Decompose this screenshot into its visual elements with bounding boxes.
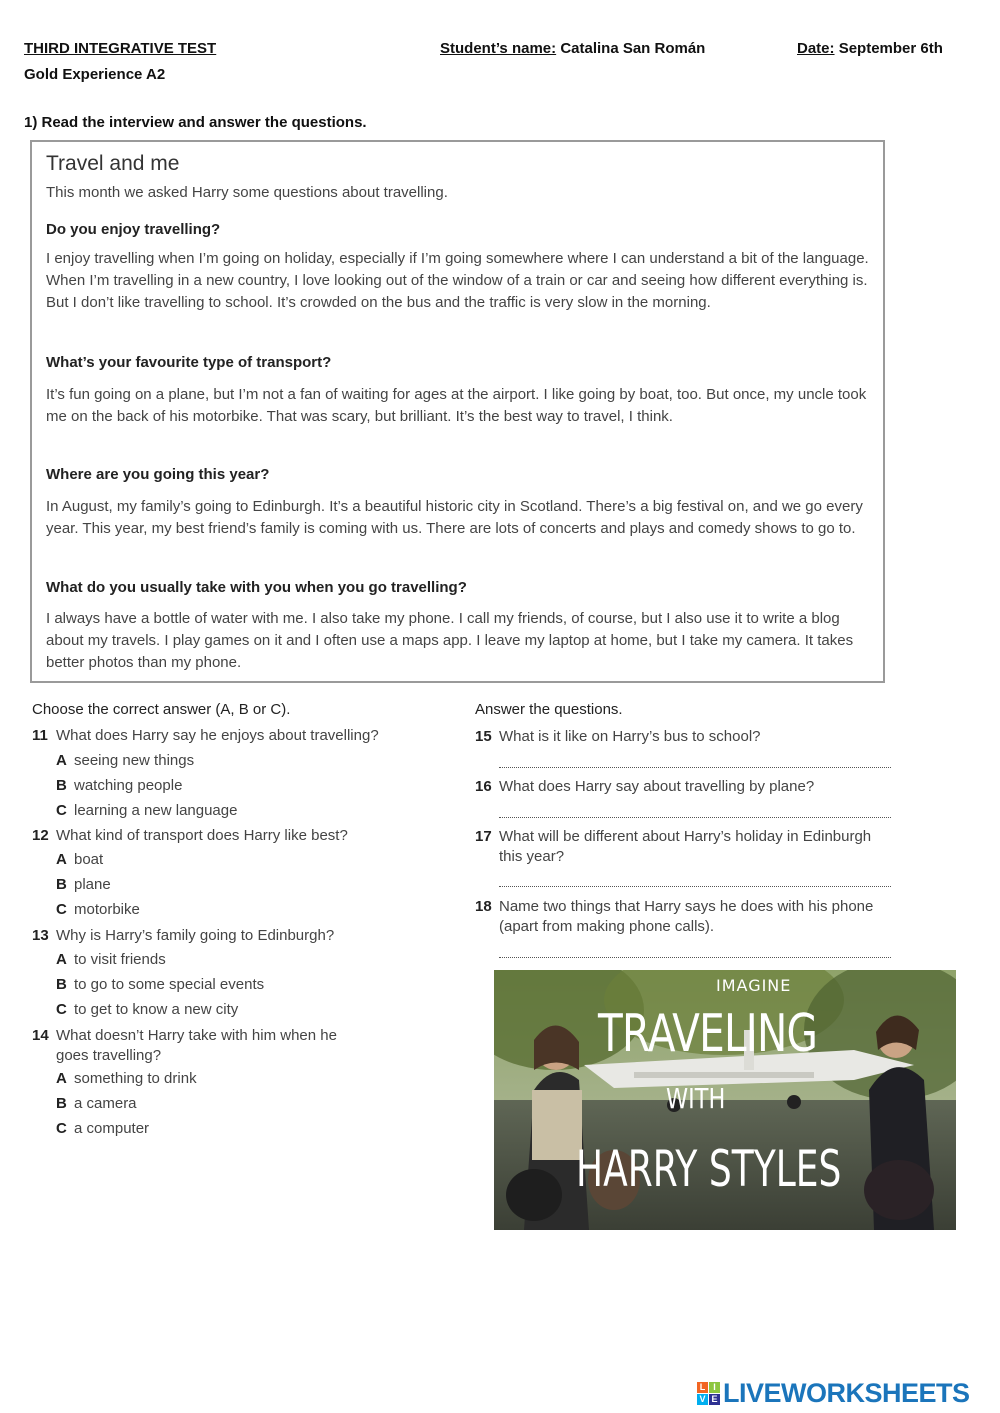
mc-option[interactable]	[56, 1001, 238, 1018]
mc-option[interactable]	[56, 976, 264, 993]
answer-line-15[interactable]	[499, 767, 891, 768]
test-title: THIRD INTEGRATIVE TEST	[24, 40, 217, 57]
question-number: 12	[32, 827, 49, 844]
photo-text-with: WITH	[666, 1082, 726, 1115]
mc-option[interactable]	[56, 901, 140, 918]
question-number: 13	[32, 927, 49, 944]
date-label: Date:	[797, 40, 835, 57]
question-text: What does Harry say he enjoys about travelling?	[56, 727, 379, 744]
question-text: Why is Harry’s family going to Edinburgh?	[56, 927, 335, 944]
option-text: a camera	[74, 1095, 137, 1112]
travel-photo	[494, 970, 956, 1230]
option-letter: B	[56, 777, 67, 794]
question-number: 18	[475, 898, 492, 915]
liveworksheets-logo	[697, 1378, 970, 1408]
article-box	[30, 140, 885, 683]
open-question	[475, 827, 875, 867]
answer-line-18[interactable]	[499, 957, 891, 958]
option-text: a computer	[74, 1120, 150, 1137]
option-text: plane	[74, 876, 111, 893]
article-question: Do you enjoy travelling?	[46, 221, 221, 238]
student-name-field	[440, 40, 705, 57]
mc-question	[32, 1026, 362, 1066]
open-questions-heading: Answer the questions.	[475, 701, 623, 718]
option-letter: C	[56, 1001, 67, 1018]
mc-option[interactable]	[56, 1095, 137, 1112]
mc-option[interactable]	[56, 752, 194, 769]
mc-question	[32, 827, 348, 844]
question-number: 14	[32, 1027, 49, 1044]
option-letter: B	[56, 876, 67, 893]
option-text: something to drink	[74, 1070, 197, 1087]
course-name: Gold Experience A2	[24, 66, 166, 83]
photo-text-imagine: IMAGINE	[716, 976, 792, 995]
open-question	[475, 727, 875, 747]
article-question: What do you usually take with you when you go travelling?	[46, 579, 467, 596]
question-text: What will be different about Harry’s holiday in Edinburgh this year?	[499, 828, 872, 865]
option-text: motorbike	[74, 901, 140, 918]
article-question: Where are you going this year?	[46, 466, 270, 483]
logo-letter: L	[697, 1382, 708, 1393]
logo-icon	[697, 1382, 720, 1405]
logo-letter: I	[709, 1382, 720, 1393]
date-value: September 6th	[838, 40, 943, 57]
mc-option[interactable]	[56, 876, 111, 893]
date-field	[797, 40, 943, 57]
answer-line-17[interactable]	[499, 886, 891, 887]
article-intro: This month we asked Harry some questions about travelling.	[46, 184, 448, 201]
option-letter: B	[56, 976, 67, 993]
logo-letter: E	[709, 1394, 720, 1405]
mc-question	[32, 927, 334, 944]
option-text: seeing new things	[74, 752, 195, 769]
question-number: 15	[475, 728, 492, 745]
question-text: What does Harry say about travelling by plane?	[499, 778, 815, 795]
mc-option[interactable]	[56, 851, 103, 868]
option-letter: B	[56, 1095, 67, 1112]
question-text: What is it like on Harry’s bus to school?	[499, 728, 761, 745]
photo-text-traveling: TRAVELING	[598, 1004, 818, 1064]
student-name-value: Catalina San Román	[560, 40, 706, 57]
option-text: boat	[74, 851, 104, 868]
question-number: 16	[475, 778, 492, 795]
brand-name: LIVEWORKSHEETS	[723, 1377, 970, 1408]
mc-option[interactable]	[56, 777, 182, 794]
mc-option[interactable]	[56, 1120, 149, 1137]
mc-question	[32, 727, 379, 744]
question-text: What kind of transport does Harry like best?	[56, 827, 348, 844]
question-text: Name two things that Harry says he does with his phone (apart from making phone calls).	[499, 898, 874, 935]
open-question	[475, 897, 875, 937]
instruction: 1) Read the interview and answer the questions.	[24, 114, 367, 131]
option-letter: C	[56, 901, 67, 918]
option-letter: C	[56, 802, 67, 819]
option-text: to visit friends	[74, 951, 166, 968]
answer-line-16[interactable]	[499, 817, 891, 818]
mc-option[interactable]	[56, 1070, 197, 1087]
article-answer: I enjoy travelling when I’m going on holiday, especially if I’m going somewhere where I can understand a bit of the language. When I’m travelling in a new country, I love looking out of the window of a train or car and seeing how different everything is. But I don’t like travelling to school. It’s crowded on the bus and the traffic is very slow in the morning.	[46, 250, 869, 311]
option-letter: A	[56, 951, 67, 968]
student-name-label: Student’s name:	[440, 40, 557, 57]
photo-text-harry-styles: HARRY STYLES	[576, 1140, 842, 1198]
option-letter: A	[56, 1070, 67, 1087]
option-letter: C	[56, 1120, 67, 1137]
option-text: learning a new language	[74, 802, 238, 819]
logo-letter: V	[697, 1394, 708, 1405]
question-number: 11	[32, 727, 48, 744]
option-text: watching people	[74, 777, 183, 794]
article-question: What’s your favourite type of transport?	[46, 354, 332, 371]
multiple-choice-heading: Choose the correct answer (A, B or C).	[32, 701, 291, 718]
question-text: What doesn’t Harry take with him when he goes travelling?	[56, 1027, 337, 1064]
option-letter: A	[56, 851, 67, 868]
article-answer: It’s fun going on a plane, but I’m not a fan of waiting for ages at the airport. I like going by boat, too. But once, my uncle took me on the back of his motorbike. That was scary, but brilliant. It’s the best way to travel, I think.	[46, 386, 867, 425]
open-question	[475, 777, 875, 797]
mc-option[interactable]	[56, 802, 237, 819]
mc-option[interactable]	[56, 951, 166, 968]
article-answer: I always have a bottle of water with me. I also take my phone. I call my friends, of course, but I also use it to write a blog about my travels. I play games on it and I often use a maps app. I leave my laptop at home, but I take my camera. It takes better photos than my phone.	[46, 610, 854, 671]
option-text: to go to some special events	[74, 976, 265, 993]
option-letter: A	[56, 752, 67, 769]
option-text: to get to know a new city	[74, 1001, 239, 1018]
question-number: 17	[475, 828, 492, 845]
article-title: Travel and me	[46, 152, 180, 175]
article-answer: In August, my family’s going to Edinburgh. It’s a beautiful historic city in Scotland. There’s a big festival on, and we go every year. This year, my best friend’s family is coming with us. There are lots of concerts and plays and comedy shows to go to.	[46, 498, 863, 537]
